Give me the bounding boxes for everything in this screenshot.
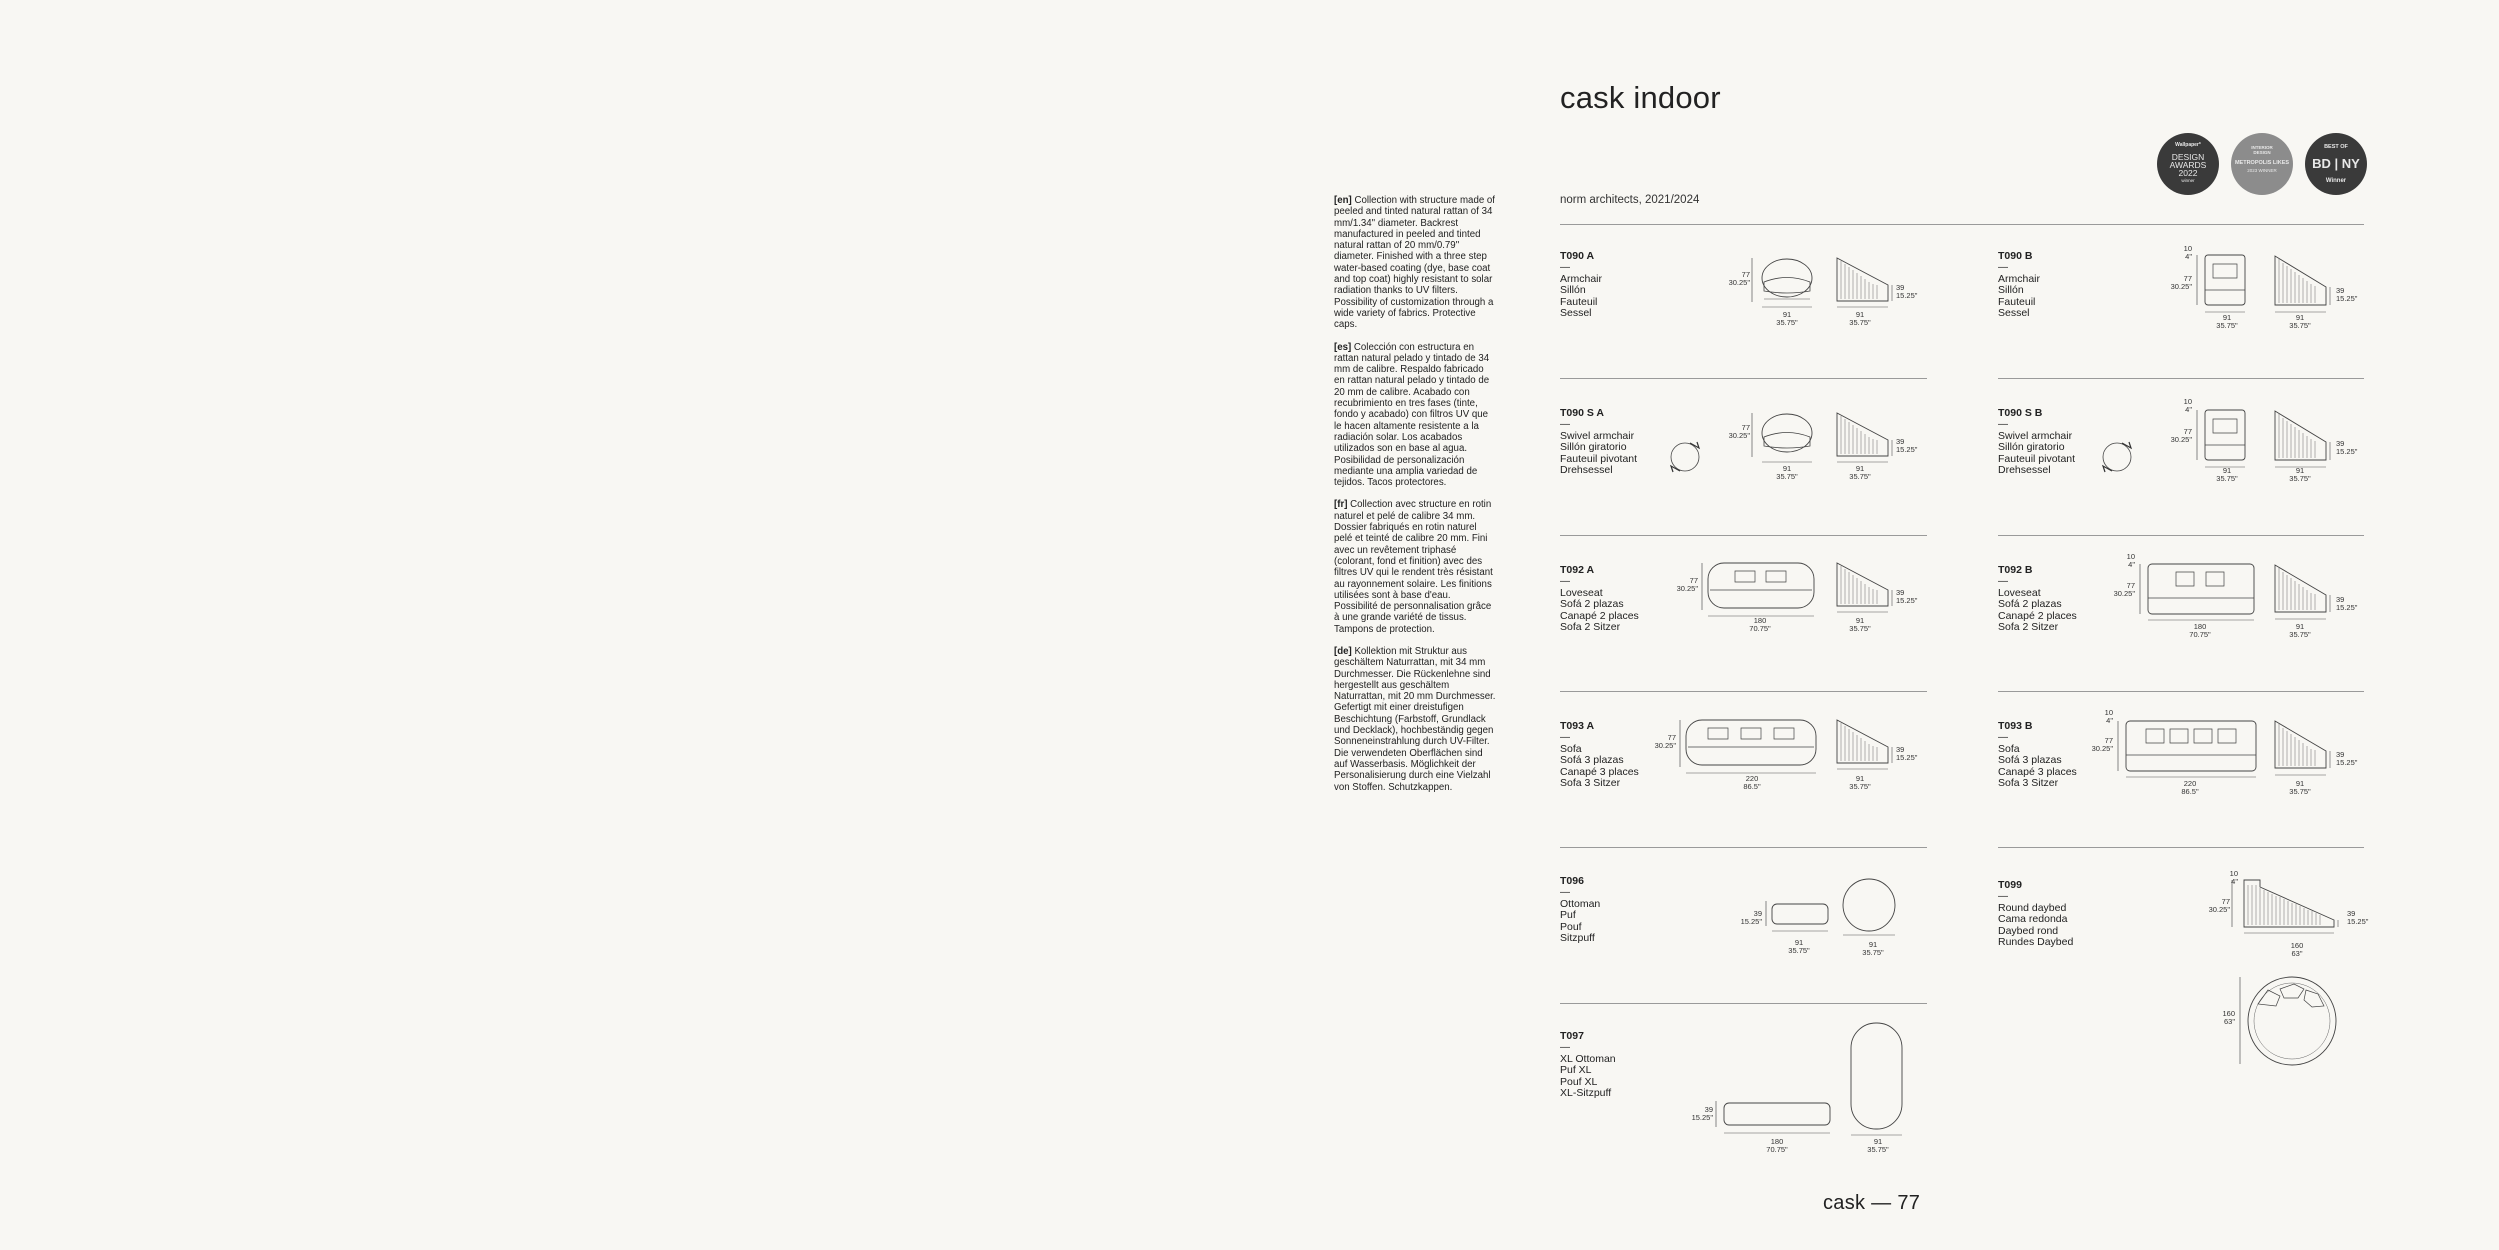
product-name: Puf — [1560, 909, 1576, 922]
dim-seat-height: 39 15.25" — [1896, 437, 1918, 454]
product-name: Sofa — [1560, 743, 1582, 755]
description-text: Colección con estructura en rattan natural pelado y tintado de 34 mm de calibre. Respaldo fabricado en rattan natural pelado y tintado de 20 mm de calibre. Acabado con recubrimiento en tres fases (tinte, fondo y acabado) con filtros UV que le hacen altamente resistente a la radiación solar. Los acabados utilizados son en base al agua. Posibilidad de personalización mediante una amplia variedad de tejidos. Tacos protectores. — [1334, 341, 1490, 489]
daybed-top-drawing — [2238, 972, 2348, 1072]
product-names — [1998, 588, 2077, 633]
product-code: T093 B — [1998, 720, 2033, 732]
dim-width: 91 35.75" — [2216, 466, 2238, 483]
dim-depth: 91 35.75" — [1849, 616, 1871, 633]
award-text: BEST OF — [2324, 144, 2348, 150]
product-names — [1560, 431, 1637, 476]
product-name: Sillón giratorio — [1998, 441, 2065, 454]
award-badge-metropolis — [2231, 133, 2293, 195]
dim-height: 77 30.25" — [2170, 427, 2192, 444]
product-name: Armchair — [1560, 273, 1603, 285]
product-description — [1334, 195, 1496, 804]
dim-width: 180 70.75" — [2189, 622, 2211, 639]
product-name: Daybed rond — [1998, 924, 2059, 937]
product-code: T090 S B — [1998, 407, 2043, 419]
product-dash: — — [1560, 576, 1570, 587]
product-names — [1560, 899, 1600, 944]
dim-height: 77 30.25" — [2170, 274, 2192, 291]
dim-width: 220 86.5" — [1743, 774, 1761, 791]
dim-seat-height: 39 15.25" — [1740, 909, 1762, 926]
product-name: Sillón giratorio — [1560, 441, 1627, 454]
dim-top: 10 4" — [2183, 397, 2192, 414]
dim-seat-height: 39 15.25" — [2336, 595, 2358, 612]
dim-depth: 91 35.75" — [1849, 464, 1871, 481]
product-dash: — — [1998, 732, 2008, 743]
product-name: Armchair — [1998, 273, 2041, 285]
swivel-base-icon — [2100, 438, 2140, 478]
product-names — [1560, 1054, 1616, 1099]
award-text: DESIGN — [2171, 152, 2205, 162]
product-name: Sofa 3 Sitzer — [1560, 776, 1621, 789]
dim-height: 77 30.25" — [2091, 736, 2113, 753]
product-dash: — — [1560, 732, 1570, 743]
dim-width: 91 35.75" — [1788, 938, 1810, 955]
product-name: Sofá 2 plazas — [1560, 598, 1624, 611]
product-dash: — — [1998, 419, 2008, 430]
description-text: Kollektion mit Struktur aus geschältem Naturrattan, mit 34 mm Durchmesser. Die Rückenlehne sind hergestellt aus geschältem Naturrattan, mit 20 mm Durchmesser. Gefertigt mit einer dreistufigen Beschichtung (Farbstoff, Grundlack und Decklack), hochbeständig gegen Sonneneinstrahlung durch UV-Filter. Die verwendeten Oberflächen sind auf Wasserbasis. Möglichkeit der Personalisierung durch eine Vielzahl von Stoffen. Schutzkappen. — [1334, 645, 1496, 793]
product-names — [1560, 588, 1639, 633]
product-name: Sofa 2 Sitzer — [1560, 620, 1621, 633]
ottoman-front-drawing — [1764, 898, 1834, 938]
sofa-side-drawing — [1834, 717, 1894, 777]
xl-ottoman-top-drawing — [1848, 1020, 1906, 1138]
dim-depth: 91 35.75" — [2289, 622, 2311, 639]
swivel-base-icon — [1668, 438, 1708, 478]
award-text: INTERIOR — [2251, 145, 2273, 150]
product-name: Sofá 3 plazas — [1560, 754, 1624, 767]
dim-width: 220 86.5" — [2181, 779, 2199, 796]
header-divider — [1560, 224, 2364, 225]
product-dash: — — [1560, 419, 1570, 430]
product-name: Pouf — [1560, 920, 1582, 933]
product-name: Fauteuil — [1998, 295, 2036, 308]
page-title: cask indoor — [1560, 80, 1721, 115]
product-dash: — — [1560, 262, 1570, 273]
loveseat-side-drawing — [1834, 560, 1894, 620]
product-code: T090 B — [1998, 250, 2033, 262]
product-name: Swivel armchair — [1560, 430, 1635, 442]
product-names — [1998, 903, 2073, 948]
product-name: Sofa 3 Sitzer — [1998, 776, 2059, 789]
product-code: T092 A — [1560, 564, 1595, 576]
dim-top: 10 4" — [2183, 244, 2192, 261]
dim-seat-height: 39 15.25" — [2336, 286, 2358, 303]
award-text: 2023 WINNER — [2247, 168, 2277, 173]
product-dash: — — [1560, 887, 1570, 898]
product-code: T093 A — [1560, 720, 1595, 732]
product-name: XL Ottoman — [1560, 1053, 1616, 1065]
award-text: DESIGN — [2253, 150, 2271, 155]
product-name: Fauteuil — [1560, 295, 1598, 308]
product-code: T092 B — [1998, 564, 2033, 576]
daybed-front-drawing — [2230, 875, 2340, 935]
product-code: T097 — [1560, 1030, 1584, 1042]
product-name: Canapé 2 places — [1560, 609, 1639, 622]
product-name: Round daybed — [1998, 902, 2067, 914]
loveseat-b-front-drawing — [2138, 556, 2258, 626]
product-names — [1998, 274, 2040, 319]
dim-height: 77 30.25" — [1654, 733, 1676, 750]
dim-width: 91 35.75" — [1776, 464, 1798, 481]
dim-depth: 91 35.75" — [1867, 1137, 1889, 1154]
dim-height: 77 30.25" — [1728, 423, 1750, 440]
product-name: Sillón — [1998, 284, 2024, 297]
product-name: Cama redonda — [1998, 913, 2068, 926]
product-code: T096 — [1560, 875, 1584, 887]
award-badge-bdny — [2305, 133, 2367, 195]
product-name: Puf XL — [1560, 1064, 1592, 1077]
swivel-armchair-side-drawing — [1834, 410, 1894, 470]
dim-seat-height: 39 15.25" — [2336, 439, 2358, 456]
dim-top: 10 4" — [2126, 552, 2135, 569]
award-badges — [2157, 133, 2367, 197]
dim-width: 91 35.75" — [1776, 310, 1798, 327]
product-name: Sofa — [1998, 743, 2020, 755]
product-name: Drehsessel — [1560, 463, 1613, 476]
award-text: Wallpaper* — [2175, 142, 2201, 148]
product-dash: — — [1560, 1042, 1570, 1053]
award-text: Winner — [2325, 178, 2347, 184]
award-text: BD | NY — [2312, 156, 2360, 171]
page-subtitle: norm architects, 2021/2024 — [1560, 194, 1700, 206]
ottoman-top-drawing — [1840, 876, 1900, 936]
product-names — [1560, 274, 1602, 319]
dim-seat-height: 39 15.25" — [1691, 1105, 1713, 1122]
product-name: Ottoman — [1560, 898, 1601, 910]
dim-height: 77 30.25" — [2208, 897, 2230, 914]
award-text: winner — [2181, 178, 2195, 183]
armchair-side-drawing — [1834, 255, 1894, 315]
product-name: Canapé 3 places — [1998, 765, 2077, 778]
dim-depth: 91 35.75" — [1849, 774, 1871, 791]
product-code: T090 A — [1560, 250, 1595, 262]
dim-height: 77 30.25" — [1728, 270, 1750, 287]
product-name: Fauteuil pivotant — [1998, 452, 2076, 465]
description-es — [1334, 342, 1496, 489]
product-dash: — — [1998, 262, 2008, 273]
page-footer: cask — 77 — [1823, 1192, 1921, 1214]
lang-tag: [en] — [1334, 195, 1352, 206]
dim-depth: 91 35.75" — [1849, 310, 1871, 327]
description-fr — [1334, 499, 1496, 635]
product-names — [1998, 744, 2077, 789]
product-name: Canapé 2 places — [1998, 609, 2077, 622]
product-name: Sitzpuff — [1560, 931, 1595, 944]
description-en — [1334, 195, 1496, 331]
product-name: Loveseat — [1560, 587, 1603, 599]
dim-depth: 91 35.75" — [2289, 779, 2311, 796]
product-dash: — — [1998, 891, 2008, 902]
product-name: Sofá 3 plazas — [1998, 754, 2062, 767]
product-names — [1560, 744, 1639, 789]
dim-height: 77 30.25" — [2113, 581, 2135, 598]
dim-width: 160 63" — [2290, 941, 2304, 958]
dim-seat-height: 39 15.25" — [1896, 745, 1918, 762]
product-code: T099 — [1998, 879, 2022, 891]
description-text: Collection avec structure en rotin naturel et pelé de calibre 34 mm. Dossier fabriqués en rotin naturel pelé et teinté de calibre 20 mm. Fini avec un revêtement triphasé (colorant, fond et finition) avec des filtres UV qui le rendent très résistant au rayonnement solaire. Les finitions utilisées sont à base d'eau. Possibilité de personnalisation grâce à une grande variété de tissus. Tampons de protection. — [1334, 499, 1493, 635]
dim-depth: 91 35.75" — [2289, 313, 2311, 330]
product-name: Sessel — [1560, 306, 1592, 319]
lang-tag: [es] — [1334, 341, 1352, 353]
sofa-front-drawing — [1678, 717, 1823, 777]
sofa-b-front-drawing — [2116, 713, 2261, 783]
xl-ottoman-front-drawing — [1714, 1095, 1836, 1135]
product-name: Fauteuil pivotant — [1560, 452, 1638, 465]
dim-seat-height: 39 15.25" — [2336, 750, 2358, 767]
dim-top: 10 4" — [2104, 708, 2113, 725]
lang-tag: [fr] — [1334, 499, 1348, 511]
dim-seat-height: 39 15.25" — [2347, 909, 2369, 926]
description-text: Collection with structure made of peeled and tinted natural rattan of 34 mm/1.34" diameter. Backrest manufactured in peeled and tinted natural rattan of 20 mm/0.79" diameter. Finished with a three step water-based coating (dye, base coat and top coat) highly resistant to solar radiation thanks to UV filters. Possibility of customization through a wide variety of fabrics. Protective caps. — [1334, 195, 1495, 331]
dim-width: 180 70.75" — [1766, 1137, 1788, 1154]
award-text: 2022 — [2178, 168, 2198, 178]
product-name: Loveseat — [1998, 587, 2041, 599]
description-de — [1334, 646, 1496, 793]
product-name: Sofa 2 Sitzer — [1998, 620, 2059, 633]
product-names — [1998, 431, 2075, 476]
dim-depth: 91 35.75" — [1862, 940, 1884, 957]
award-text: METROPOLIS LIKES — [2234, 160, 2290, 166]
dim-width: 180 70.75" — [1749, 616, 1771, 633]
award-text: AWARDS — [2169, 160, 2207, 170]
product-name: XL-Sitzpuff — [1560, 1086, 1612, 1099]
dim-depth: 160 63" — [2222, 1009, 2235, 1026]
dim-height: 77 30.25" — [1676, 576, 1698, 593]
product-t096 — [1560, 875, 1990, 1015]
dim-depth: 91 35.75" — [2289, 466, 2311, 483]
sofa-b-side-drawing — [2272, 718, 2332, 788]
product-name: Swivel armchair — [1998, 430, 2073, 442]
product-dash: — — [1998, 576, 2008, 587]
product-name: Sillón — [1560, 284, 1586, 297]
dim-top: 10 4" — [2229, 869, 2238, 886]
dim-seat-height: 39 15.25" — [1896, 283, 1918, 300]
dim-width: 91 35.75" — [2216, 313, 2238, 330]
award-badge-wallpaper — [2157, 133, 2219, 195]
product-name: Sofá 2 plazas — [1998, 598, 2062, 611]
product-name: Drehsessel — [1998, 463, 2051, 476]
dim-seat-height: 39 15.25" — [1896, 588, 1918, 605]
product-name: Canapé 3 places — [1560, 765, 1639, 778]
loveseat-front-drawing — [1700, 560, 1820, 620]
product-code: T090 S A — [1560, 407, 1604, 419]
product-name: Pouf XL — [1560, 1075, 1598, 1088]
lang-tag: [de] — [1334, 645, 1352, 657]
product-name: Sessel — [1998, 306, 2030, 319]
product-name: Rundes Daybed — [1998, 935, 2074, 948]
